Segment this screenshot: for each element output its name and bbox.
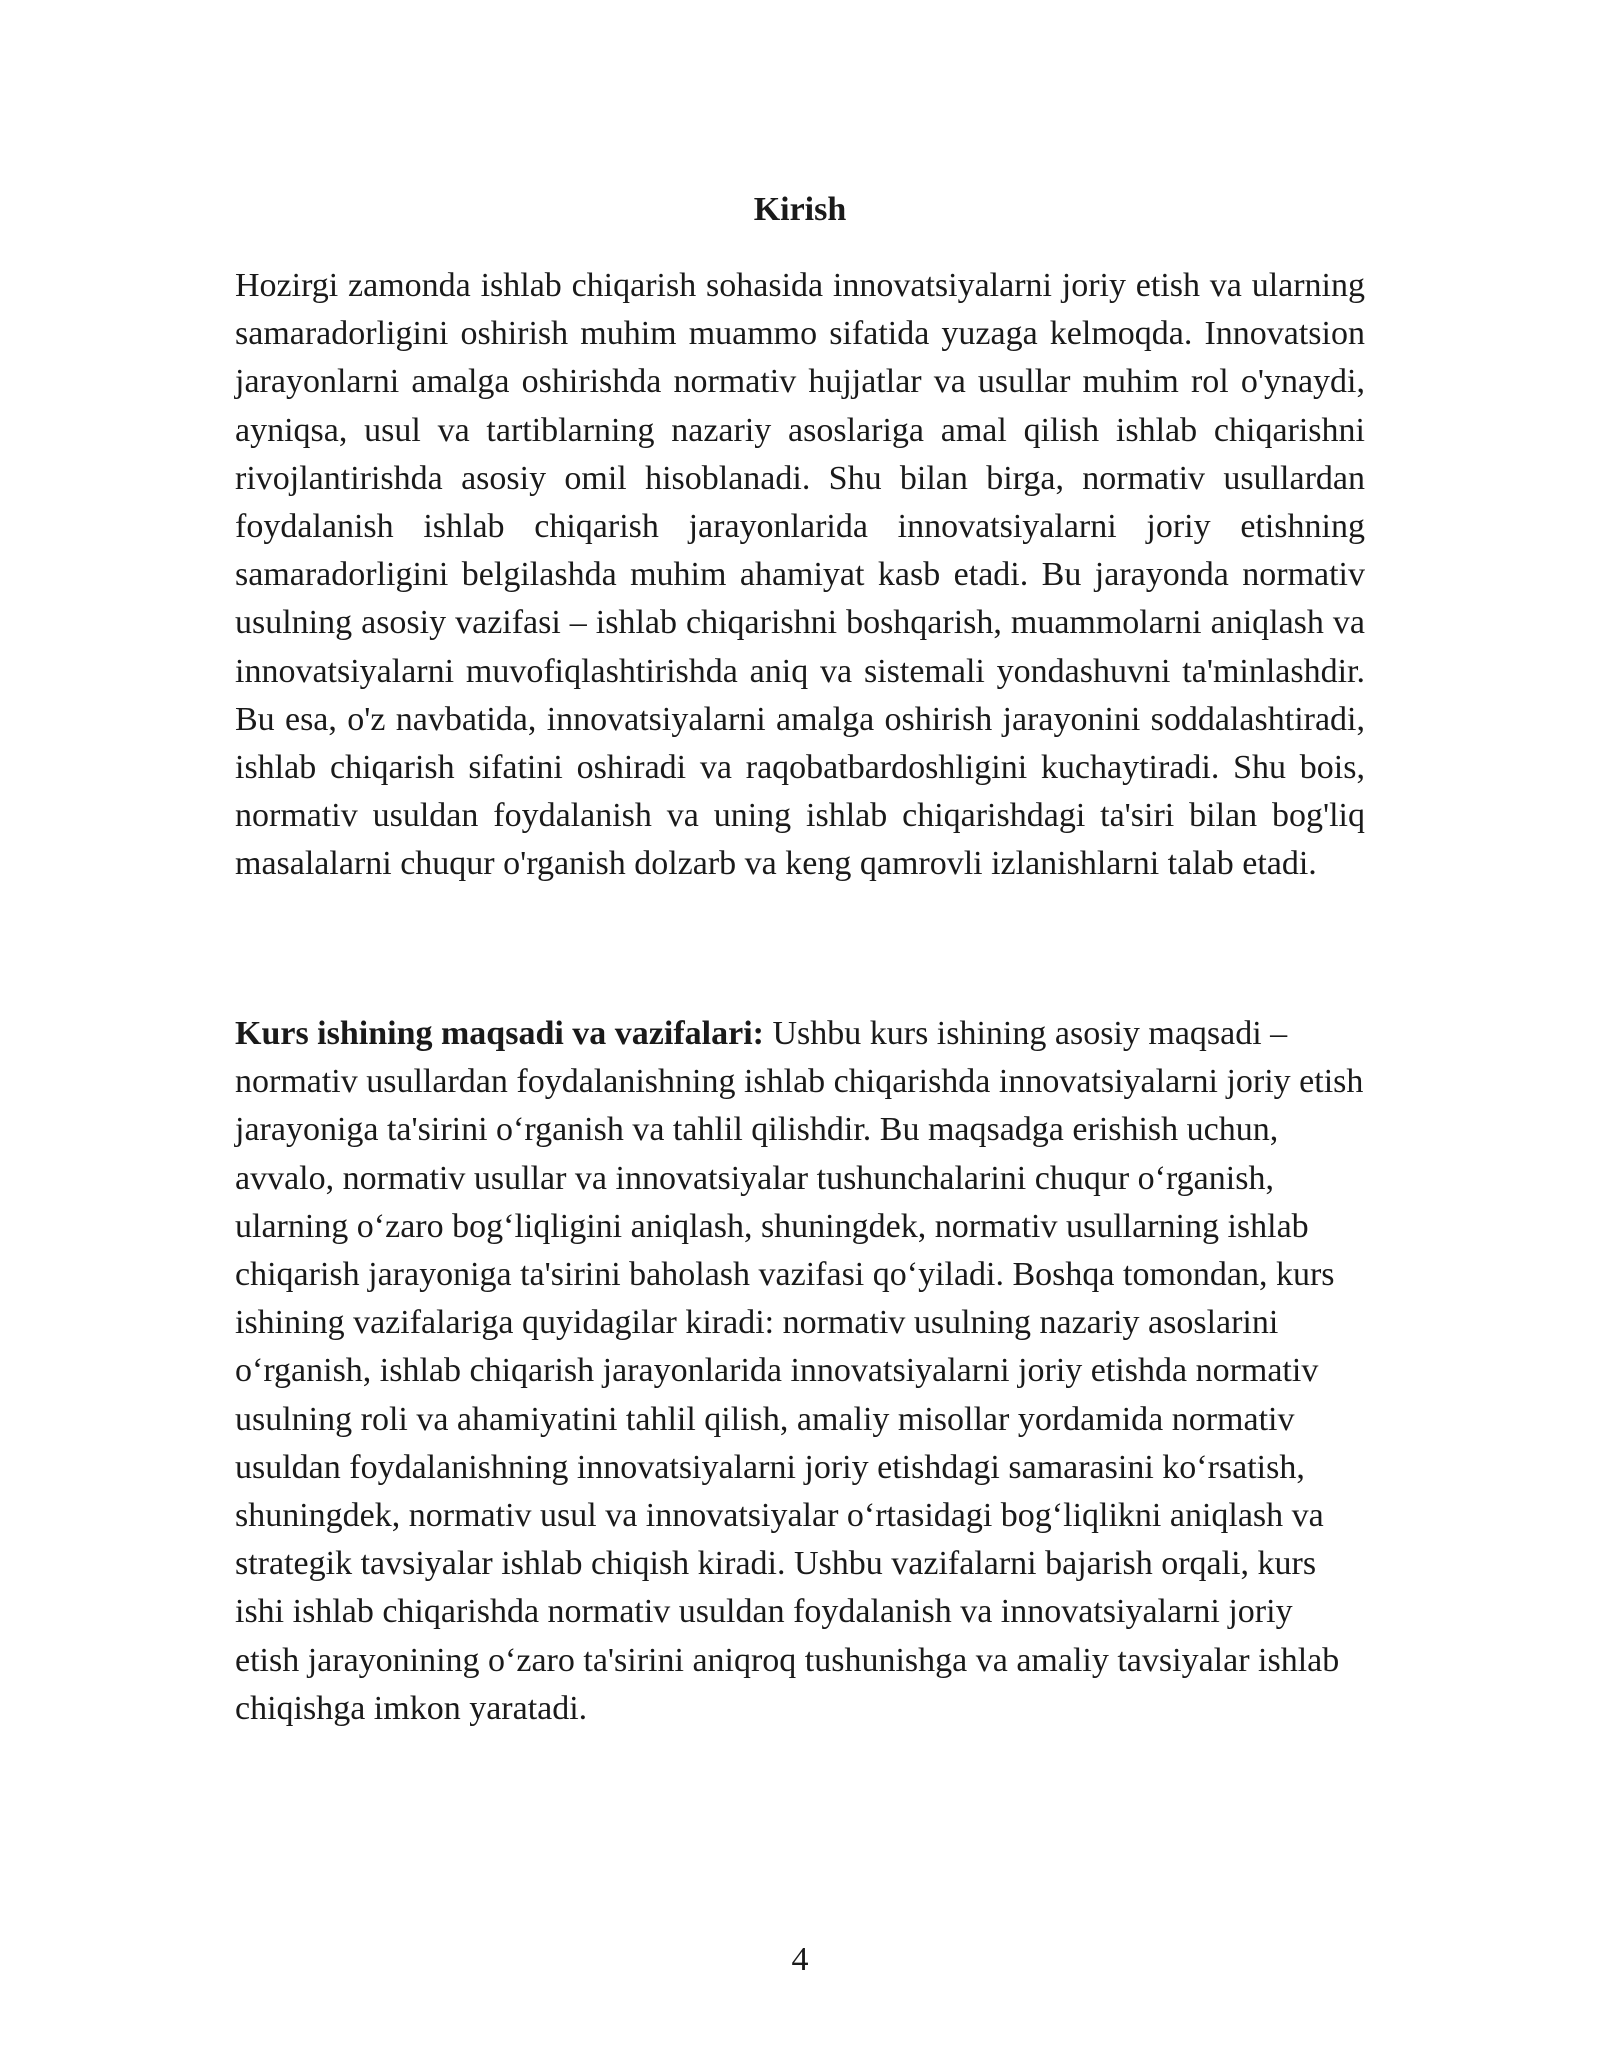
intro-paragraph: Hozirgi zamonda ishlab chiqarish sohasida innovatsiyalarni joriy etish va ularning samaradorligini oshirish muhim muammo sifatida yuzaga kelmoqda. Innovatsion jarayonlarni amalga oshirishda normativ hujjatlar va usullar muhim rol o'ynaydi, ayniqsa, usul va tartiblarning nazariy asoslariga amal qilish ishlab chiqarishni rivojlantirishda asosiy omil hisoblanadi. Shu bilan birga, normativ usullardan foydalanish ishlab chiqarish jarayonlarida innovatsiyalarni joriy etishning samaradorligini belgilashda muhim ahamiyat kasb etadi. Bu jarayonda normativ usulning asosiy vazifasi – ishlab chiqarishni boshqarish, muammolarni aniqlash va innovatsiyalarni muvofiqlashtirishda aniq va sistemali yondashuvni ta'minlashdir. Bu esa, o'z navbatida, innovatsiyalarni amalga oshirish jarayonini soddalashtiradi, ishlab chiqarish sifatini oshiradi va raqobatbardoshligini kuchaytiradi. Shu bois, normativ usuldan foydalanish va uning ishlab chiqarishdagi ta'siri bilan bog'liq masalalarni chuqur o'rganish dolzarb va keng qamrovli izlanishlarni talab etadi. [235, 267, 1365, 883]
goals-text: Ushbu kurs ishining asosiy maqsadi – normativ usullardan foydalanishning ishlab chiqarishda innovatsiyalarni joriy etish jarayoniga ta'sirini o‘rganish va tahlil qilishdir. Bu maqsadga erishish uchun, avvalo, normativ usullar va innovatsiyalar tushunchalarini chuqur o‘rganish, ularning o‘zaro bog‘liqligini aniqlash, shuningdek, normativ usullarning ishlab chiqarish jarayoniga ta'sirini baholash vazifasi qo‘yiladi. Boshqa tomondan, kurs ishining vazifalariga quyidagilar kiradi: normativ usulning nazariy asoslarini o‘rganish, ishlab chiqarish jarayonlarida innovatsiyalarni joriy etishda normativ usulning roli va ahamiyatini tahlil qilish, amaliy misollar yordamida normativ usuldan foydalanishning innovatsiyalarni joriy etishdagi samarasini ko‘rsatish, shuningdek, normativ usul va innovatsiyalar o‘rtasidagi bog‘liqlikni aniqlash va strategik tavsiyalar ishlab chiqish kiradi. Ushbu vazifalarni bajarish orqali, kurs ishi ishlab chiqarishda normativ usuldan foydalanish va innovatsiyalarni joriy etish jarayonining o‘zaro ta'sirini aniqroq tushunishga va amaliy tavsiyalar ishlab chiqishga imkon yaratadi. [235, 1015, 1364, 1727]
goals-paragraph [235, 1010, 1365, 1733]
goals-lead: Kurs ishining maqsadi va vazifalari: [235, 1015, 764, 1052]
section-heading: Kirish [753, 191, 847, 228]
page-number: 4 [791, 1941, 809, 1978]
